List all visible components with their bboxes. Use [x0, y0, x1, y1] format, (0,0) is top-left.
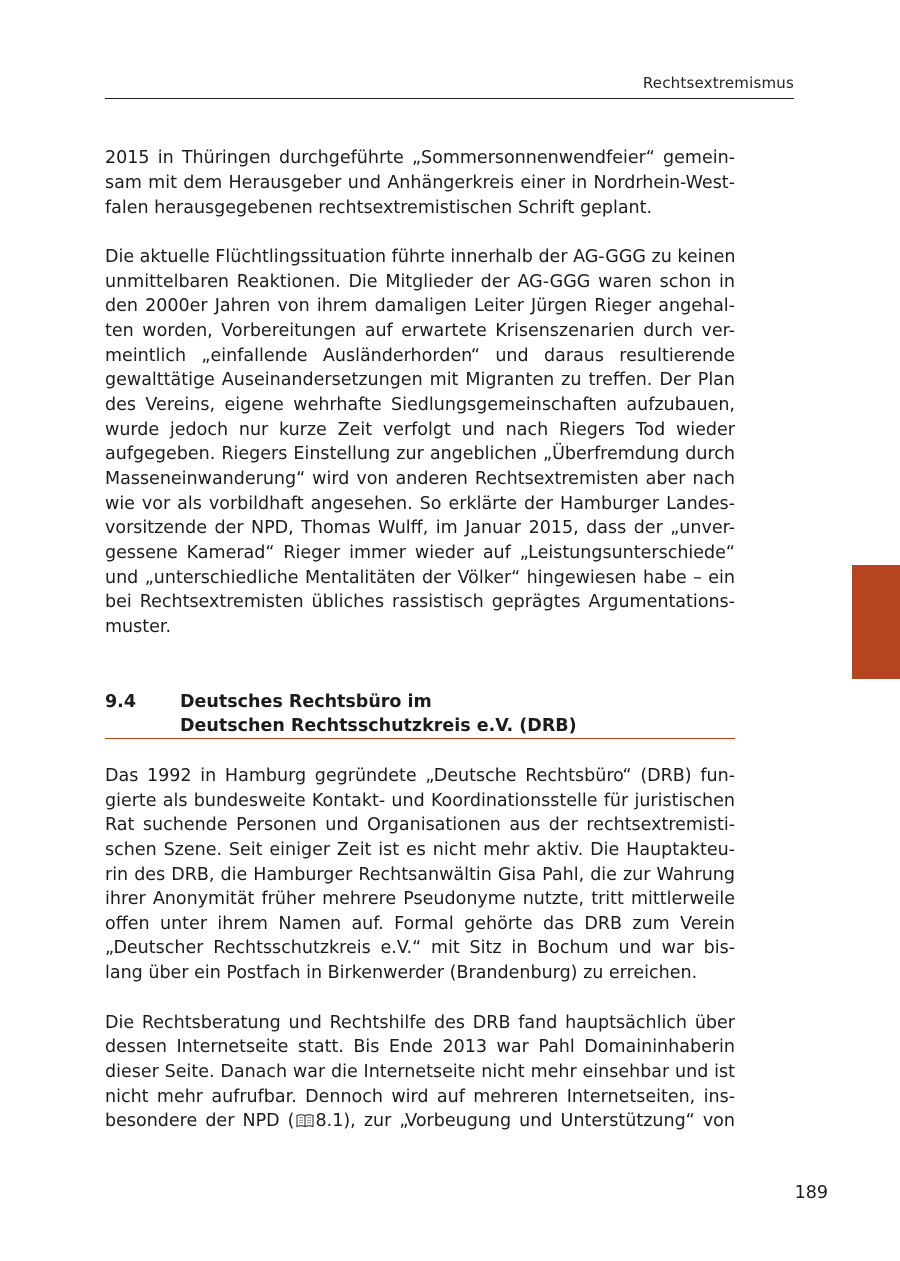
text-line: aufgegeben. Riegers Einstellung zur angeblichen „Überfremdung durch [105, 444, 735, 464]
text-line: „Deutscher Rechtsschutzkreis e.V.“ mit Sitz in Bochum und war bis- [105, 938, 735, 958]
text-fragment: besondere der NPD ( [105, 1111, 295, 1131]
text-line: offen unter ihrem Namen auf. Formal gehörte das DRB zum Verein [105, 914, 735, 934]
text-line: gessene Kamerad“ Rieger immer wieder auf „Leistungsunterschiede“ [105, 543, 735, 563]
chapter-thumb-tab [852, 565, 900, 679]
cross-reference-link[interactable]: 8.1 [315, 1111, 344, 1131]
text-line: rin des DRB, die Hamburger Rechtsanwältin Gisa Pahl, die zur Wahrung [105, 865, 735, 885]
text-line: falen herausgegebenen rechtsextremistischen Schrift geplant. [105, 198, 653, 218]
section-title-line-1: Deutsches Rechtsbüro im [180, 692, 432, 712]
text-line: Das 1992 in Hamburg gegründete „Deutsche Rechtsbüro“ (DRB) fun- [105, 766, 735, 786]
text-line: schen Szene. Seit einiger Zeit ist es nicht mehr aktiv. Die Hauptakteu- [105, 840, 735, 860]
text-line: Rat suchende Personen und Organisationen aus der rechtsextremisti- [105, 815, 735, 835]
text-line-with-reference [105, 1109, 735, 1134]
text-line: gewalttätige Auseinandersetzungen mit Migranten zu treffen. Der Plan [105, 370, 735, 390]
text-line: wurde jedoch nur kurze Zeit verfolgt und nach Riegers Tod wieder [105, 420, 735, 440]
text-line: ihrer Anonymität früher mehrere Pseudonyme nutzte, tritt mittlerweile [105, 889, 735, 909]
text-line: 2015 in Thüringen durchgeführte „Sommersonnenwendfeier“ gemein- [105, 148, 735, 168]
text-line: Die Rechtsberatung und Rechtshilfe des DRB fand hauptsächlich über [105, 1013, 735, 1033]
text-line: gierte als bundesweite Kontakt- und Koordinationsstelle für juristischen [105, 791, 735, 811]
text-line: unmittelbaren Reaktionen. Die Mitglieder der AG-GGG waren schon in [105, 272, 735, 292]
text-line: ten worden, Vorbereitungen auf erwartete Krisenszenarien durch ver- [105, 321, 735, 341]
text-line: muster. [105, 617, 172, 637]
text-line: Die aktuelle Flüchtlingssituation führte innerhalb der AG-GGG zu keinen [105, 247, 736, 267]
text-line: Masseneinwanderung“ wird von anderen Rechtsextremisten aber nach [105, 469, 735, 489]
text-line: und „unterschiedliche Mentalitäten der Völker“ hingewiesen habe – ein [105, 568, 735, 588]
book-icon [296, 1113, 314, 1128]
text-line: bei Rechtsextremisten übliches rassistisch geprägtes Argumentations- [105, 592, 735, 612]
text-line: dessen Internetseite statt. Bis Ende 2013 war Pahl Domaininhaberin [105, 1037, 735, 1057]
text-line: sam mit dem Herausgeber und Anhängerkreis einer in Nordrhein-West- [105, 173, 735, 193]
text-line: meintlich „einfallende Ausländerhorden“ und daraus resultierende [105, 346, 735, 366]
page-number: 189 [794, 1183, 828, 1203]
text-fragment: ), zur „Vorbeugung und Unterstützung“ von [343, 1111, 735, 1131]
section-number: 9.4 [105, 692, 137, 712]
text-line: lang über ein Postfach in Birkenwerder (Brandenburg) zu erreichen. [105, 963, 698, 983]
text-line: den 2000er Jahren von ihrem damaligen Leiter Jürgen Rieger angehal- [105, 296, 735, 316]
running-head: Rechtsextremismus [642, 74, 794, 92]
section-title-line-2: Deutschen Rechtsschutzkreis e.V. (DRB) [180, 716, 577, 736]
section-rule [105, 738, 735, 739]
text-line: nicht mehr aufrufbar. Dennoch wird auf mehreren Internetseiten, ins- [105, 1087, 735, 1107]
header-rule [105, 98, 794, 99]
text-line: des Vereins, eigene wehrhafte Siedlungsgemeinschaften aufzubauen, [105, 395, 735, 415]
text-line: dieser Seite. Danach war die Internetseite nicht mehr einsehbar und ist [105, 1062, 735, 1082]
text-line: vorsitzende der NPD, Thomas Wulff, im Januar 2015, dass der „unver- [105, 518, 735, 538]
text-line: wie vor als vorbildhaft angesehen. So erklärte der Hamburger Landes- [105, 494, 735, 514]
